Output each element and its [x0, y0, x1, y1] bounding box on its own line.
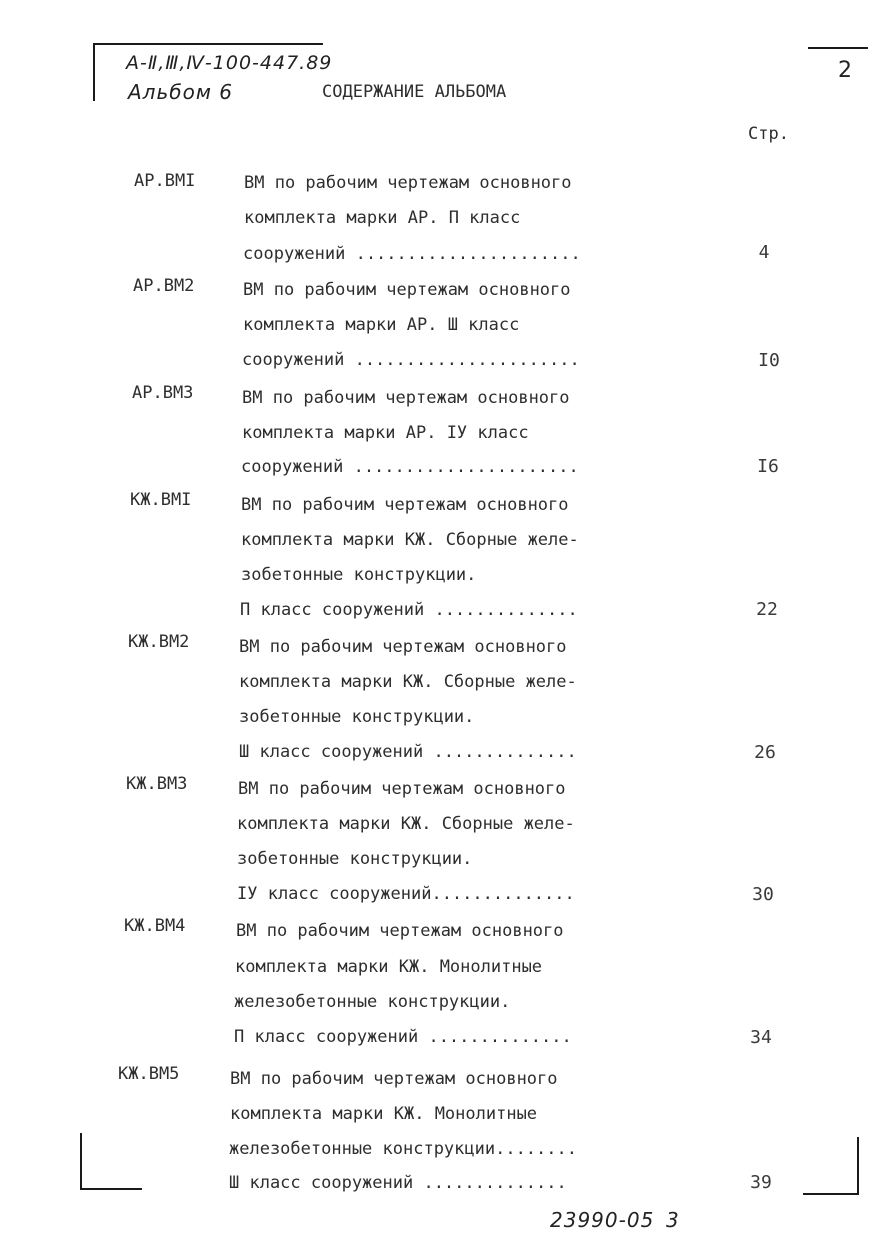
entry-page: 34 — [750, 1027, 772, 1048]
document-code: А-Ⅱ,Ⅲ,Ⅳ-100-447.89 — [126, 52, 333, 74]
entry-line: комплекта марки КЖ. Сборные желе- — [237, 814, 575, 834]
page-title: СОДЕРЖАНИЕ АЛЬБОМА — [322, 82, 507, 102]
album-label: Альбом 6 — [128, 80, 233, 104]
entry-line: сооружений ...................... — [243, 244, 581, 264]
entry-line: комплекта марки АР. П класс — [244, 208, 521, 228]
entry-page: 22 — [756, 599, 778, 620]
frame-mark-top-right-h — [808, 47, 868, 49]
entry-line: комплекта марки КЖ. Монолитные — [235, 957, 543, 977]
entry-line: ВМ по рабочим чертежам основного — [239, 637, 567, 657]
entry-code: АР.ВМ3 — [132, 383, 194, 403]
entry-line: ВМ по рабочим чертежам основного — [236, 921, 564, 941]
entry-line: ВМ по рабочим чертежам основного — [230, 1069, 558, 1089]
sheet-index: 3 — [666, 1208, 680, 1232]
entry-code: КЖ.ВМ2 — [128, 632, 190, 652]
inventory-number: 23990-05 — [550, 1208, 655, 1232]
entry-line: ВМ по рабочим чертежам основного — [243, 280, 571, 300]
entry-line: сооружений ...................... — [241, 457, 579, 477]
frame-mark-top-left-h — [93, 43, 323, 45]
sheet-number: 2 — [838, 58, 853, 83]
entry-page: I0 — [758, 350, 780, 371]
entry-line: комплекта марки КЖ. Монолитные — [230, 1104, 538, 1124]
entry-code: КЖ.ВМI — [130, 490, 192, 510]
entry-page: 26 — [754, 742, 776, 763]
entry-line: Ш класс сооружений .............. — [229, 1173, 567, 1193]
entry-line: ВМ по рабочим чертежам основного — [238, 779, 566, 799]
entry-line: IУ класс сооружений.............. — [237, 884, 575, 904]
entry-line: ВМ по рабочим чертежам основного — [241, 495, 569, 515]
entry-code: АР.ВМ2 — [133, 276, 195, 296]
entry-line: ВМ по рабочим чертежам основного — [244, 173, 572, 193]
entry-line: зобетонные конструкции. — [237, 849, 473, 869]
entry-line: ВМ по рабочим чертежам основного — [242, 388, 570, 408]
entry-page: 30 — [752, 884, 774, 905]
entry-line: комплекта марки АР. IУ класс — [242, 423, 529, 443]
entry-line: комплекта марки АР. Ш класс — [243, 315, 520, 335]
entry-code: КЖ.ВМ3 — [126, 774, 188, 794]
entry-line: зобетонные конструкции. — [241, 565, 477, 585]
entry-line: П класс сооружений .............. — [240, 600, 578, 620]
entry-line: Ш класс сооружений .............. — [239, 742, 577, 762]
frame-mark-bottom-right-h — [803, 1193, 859, 1195]
entry-line: зобетонные конструкции. — [239, 707, 475, 727]
entry-line: железобетонные конструкции. — [234, 992, 511, 1012]
entry-page: I6 — [757, 456, 779, 477]
frame-mark-bottom-left-v — [80, 1133, 82, 1190]
frame-mark-bottom-right-v — [857, 1137, 859, 1195]
entry-line: комплекта марки КЖ. Сборные желе- — [241, 530, 579, 550]
entry-line: сооружений ...................... — [242, 350, 580, 370]
frame-mark-top-left-v — [93, 43, 95, 101]
frame-mark-bottom-left-h — [80, 1188, 142, 1190]
entry-code: КЖ.ВМ4 — [124, 916, 186, 936]
entry-line: комплекта марки КЖ. Сборные желе- — [239, 672, 577, 692]
entry-line: железобетонные конструкции........ — [229, 1139, 577, 1159]
page-column-label: Стр. — [748, 124, 789, 144]
entry-page: 4 — [758, 242, 770, 263]
entry-line: П класс сооружений .............. — [234, 1027, 572, 1047]
entry-code: АР.ВМI — [134, 171, 196, 191]
entry-page: 39 — [750, 1172, 772, 1193]
entry-code: КЖ.ВМ5 — [118, 1064, 180, 1084]
